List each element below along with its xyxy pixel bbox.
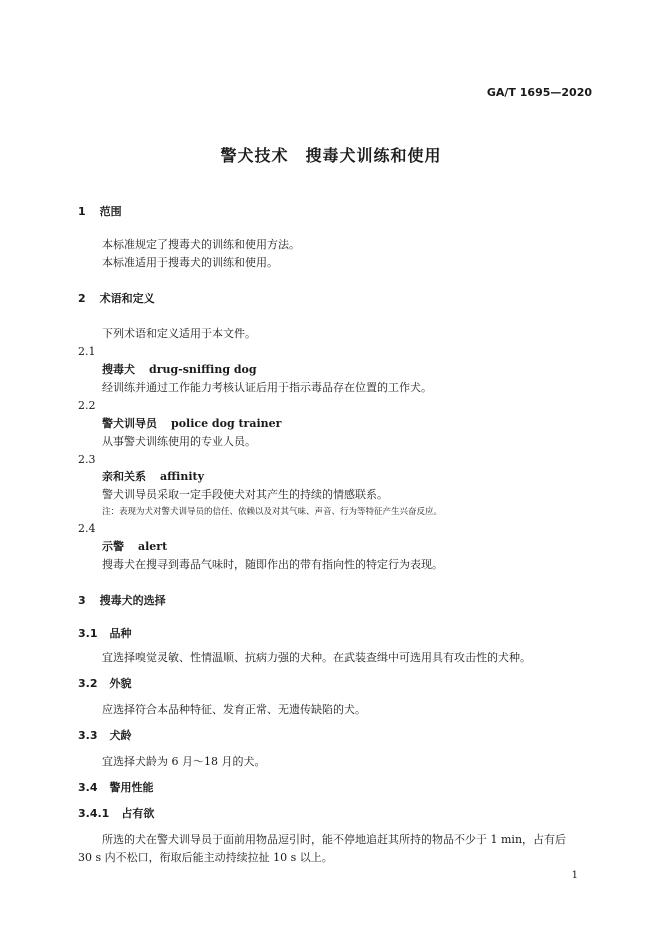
section-title: 外貌 [109,677,132,690]
paragraph: 本标准规定了搜毒犬的训练和使用方法。 [102,238,300,251]
subsection-3-3-heading [78,729,132,743]
term-definition: 警犬训导员采取一定手段使犬对其产生的持续的情感联系。 [102,488,388,501]
term-note: 注：表现为犬对警犬训导员的信任、依赖以及对其气味、声音、行为等特征产生兴奋反应。 [102,507,443,517]
paragraph: 所选的犬在警犬训导员于面前用物品逗引时，能不停地追赶其所持的物品不少于 1 min，占有后 [102,833,567,846]
term-heading [102,470,204,484]
section-1-heading [78,205,122,219]
section-number: 1 [78,205,86,218]
term-number: 2.4 [78,522,96,535]
section-title: 搜毒犬的选择 [99,594,166,607]
paragraph: 本标准适用于搜毒犬的训练和使用。 [102,256,278,269]
term-definition: 搜毒犬在搜寻到毒品气味时，随即作出的带有指向性的特定行为表现。 [102,558,443,571]
section-number: 3.2 [78,677,98,690]
paragraph: 宜选择嗅觉灵敏、性情温顺、抗病力强的犬种。在武装查缉中可选用具有攻击性的犬种。 [102,651,531,664]
term-number: 2.3 [78,453,96,466]
term-heading [102,363,257,377]
term-en: affinity [160,470,204,483]
term-number: 2.1 [78,345,96,358]
term-definition: 从事警犬训练使用的专业人员。 [102,435,256,448]
section-title: 品种 [109,627,132,640]
section-number: 3 [78,594,86,607]
section-number: 3.4 [78,781,98,794]
paragraph: 宜选择犬龄为 6 月～18 月的犬。 [102,755,266,768]
term-number: 2.2 [78,399,96,412]
section-title: 范围 [99,205,122,218]
term-en: alert [138,540,168,553]
section-number: 3.1 [78,627,98,640]
paragraph: 下列术语和定义适用于本文件。 [102,327,256,340]
term-definition: 经训练并通过工作能力考核认证后用于指示毒品存在位置的工作犬。 [102,381,432,394]
section-title: 占有欲 [121,807,155,820]
term-zh: 亲和关系 [102,470,146,483]
subsection-3-4-1-heading [78,807,154,821]
section-title: 术语和定义 [99,292,155,305]
standard-number: GA/T 1695—2020 [486,86,592,99]
subsection-3-2-heading [78,677,132,691]
term-heading [102,540,167,554]
term-zh: 警犬训导员 [102,417,157,430]
section-title: 犬龄 [109,729,132,742]
term-zh: 搜毒犬 [102,363,135,376]
section-number: 3.4.1 [78,807,110,820]
term-heading [102,417,281,431]
paragraph: 应选择符合本品种特征、发育正常、无遗传缺陷的犬。 [102,703,366,716]
subsection-3-1-heading [78,627,132,641]
subsection-3-4-heading [78,781,154,795]
term-zh: 示警 [102,540,124,553]
section-3-heading [78,594,166,608]
section-number: 3.3 [78,729,98,742]
section-2-heading [78,292,155,306]
document-title: 警犬技术 搜毒犬训练和使用 [220,146,442,165]
page-number: 1 [571,870,578,881]
section-number: 2 [78,292,86,305]
term-en: police dog trainer [171,417,282,430]
term-en: drug-sniffing dog [149,363,257,376]
section-title: 警用性能 [109,781,154,794]
paragraph: 30 s 内不松口，衔取后能主动持续拉扯 10 s 以上。 [78,851,333,864]
